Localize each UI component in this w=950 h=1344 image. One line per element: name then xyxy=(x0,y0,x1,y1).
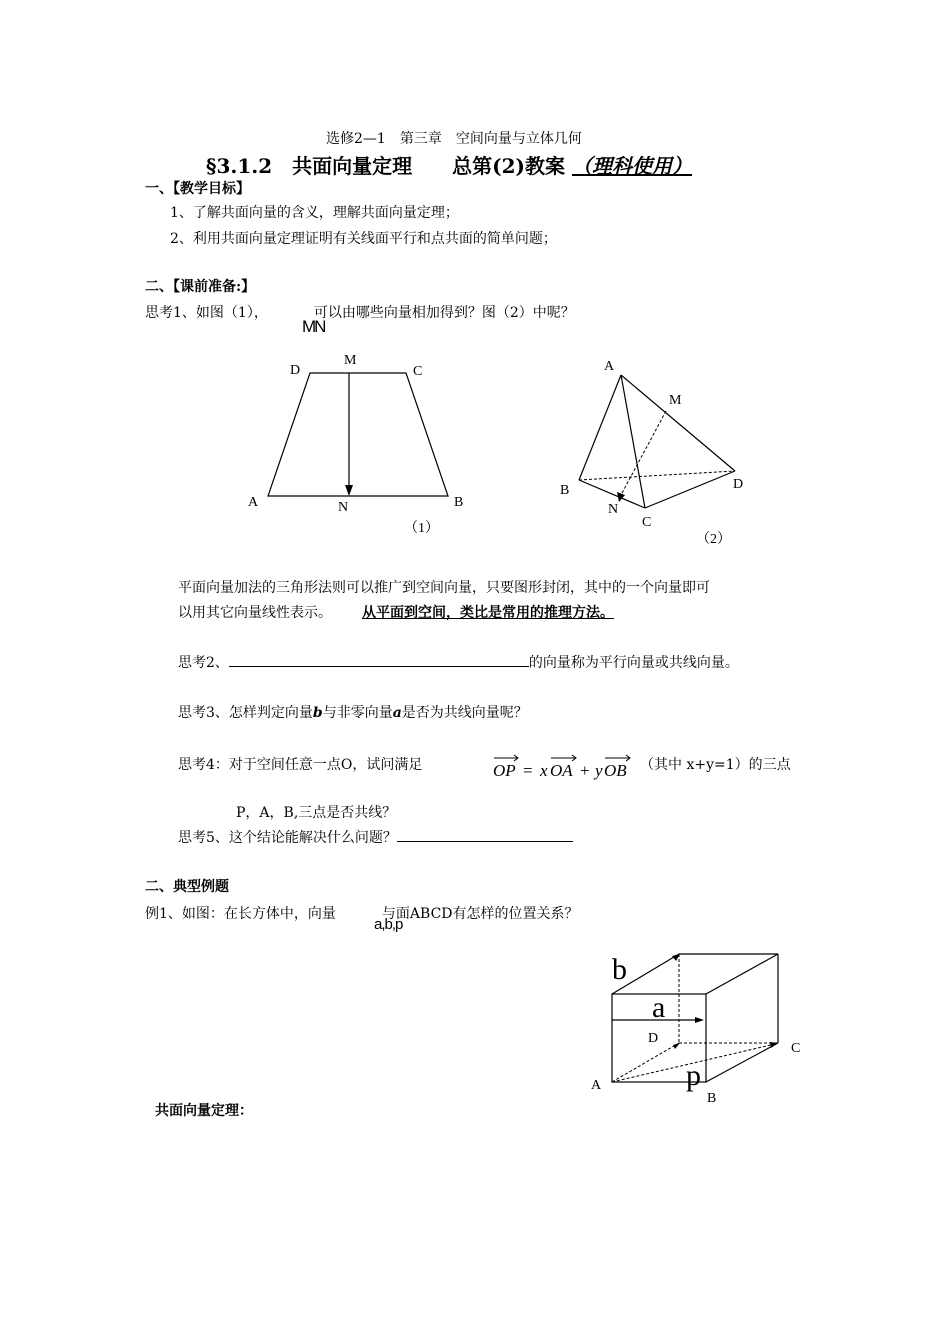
fig1-label-d: D xyxy=(290,363,301,378)
think2-text xyxy=(178,652,739,672)
edge-ad xyxy=(621,375,735,471)
example1-pre: 例1、如图：在长方体中，向量 xyxy=(145,906,336,922)
fig3-label-d: D xyxy=(648,1031,659,1046)
think1-post: 可以由哪些向量相加得到？图（2）中呢？ xyxy=(313,305,575,321)
vector-a-arrowhead xyxy=(695,1017,704,1023)
think4-pre: 思考4：对于空间任意一点O，试问满足 xyxy=(178,757,423,773)
formula-eq: = xyxy=(523,761,533,780)
formula-plus: + xyxy=(580,761,590,780)
page-title xyxy=(206,150,692,179)
think1-vector-mn: MN xyxy=(302,317,325,336)
edge-cd xyxy=(645,471,735,508)
figure-2-tetrahedron xyxy=(555,350,775,550)
fig1-label-b: B xyxy=(454,495,464,510)
analogy-paragraph-line2 xyxy=(178,602,614,622)
fig3-label-a: a xyxy=(652,991,666,1024)
trapezoid-outline xyxy=(268,373,448,496)
think3-vector-b: b xyxy=(312,705,323,721)
vector-mn-arrowhead xyxy=(345,485,353,496)
vector-p-arrowhead xyxy=(770,1042,778,1048)
page-title-text: §3.1.2 共面向量定理 总第(2)教案 xyxy=(206,154,565,178)
think3-vector-a: a xyxy=(392,705,402,721)
fig1-caption: （1） xyxy=(404,521,439,536)
think2-post: 的向量称为平行向量或共线向量。 xyxy=(528,655,739,671)
analogy-paragraph-plain: 以用其它向量线性表示。 xyxy=(178,605,332,621)
fig2-label-m: M xyxy=(669,393,682,408)
section-heading-goals: 一、【教学目标】 xyxy=(145,181,250,197)
formula-oa: OA xyxy=(550,761,573,780)
fig3-label-b-vertex: B xyxy=(707,1091,717,1106)
figure-3-cuboid xyxy=(580,945,810,1110)
think4-post: （其中 x+y=1）的三点 xyxy=(640,757,791,773)
think4-line2: P，A，B,三点是否共线？ xyxy=(236,805,397,821)
section-heading-prep: 二、【课前准备:】 xyxy=(145,279,256,295)
example1-post: 与面ABCD有怎样的位置关系？ xyxy=(381,906,579,922)
edge-top-right xyxy=(706,954,778,994)
think2-blank[interactable] xyxy=(229,654,529,667)
think3-text xyxy=(178,702,528,722)
think1-pre: 思考1、如图（1）， xyxy=(145,305,268,321)
coplanar-theorem-label: 共面向量定理： xyxy=(155,1103,253,1119)
fig1-label-c: C xyxy=(413,364,423,379)
section-heading-examples: 二、典型例题 xyxy=(145,879,229,895)
goal-item: 2、利用共面向量定理证明有关线面平行和点共面的简单问题； xyxy=(170,231,557,247)
formula-y: y xyxy=(595,761,603,780)
fig2-label-d: D xyxy=(733,477,744,492)
think5-question: 思考5、这个结论能解决什么问题？ xyxy=(178,830,397,846)
think3-e: 是否为共线向量呢？ xyxy=(401,705,528,721)
fig2-label-b: B xyxy=(560,483,570,498)
example1-text xyxy=(145,903,579,923)
formula-x: x xyxy=(540,761,548,780)
goal-item: 1、了解共面向量的含义，理解共面向量定理； xyxy=(170,205,459,221)
analogy-paragraph-line1: 平面向量加法的三角形法则可以推广到空间向量，只要图形封闭，其中的一个向量即可 xyxy=(178,580,710,596)
fig3-label-b: b xyxy=(612,953,627,986)
vector-mn-dashed xyxy=(621,411,666,495)
fig1-label-m: M xyxy=(344,353,357,368)
hidden-edge-ad xyxy=(612,1043,679,1082)
fig2-label-a: A xyxy=(604,359,615,374)
hidden-edge-arrowhead xyxy=(673,1043,680,1049)
fig1-label-a: A xyxy=(248,495,259,510)
think2-pre: 思考2、 xyxy=(178,655,229,671)
fig3-label-p: p xyxy=(686,1059,701,1092)
fig3-label-a-vertex: A xyxy=(591,1078,602,1093)
think5-text xyxy=(178,827,573,847)
fig2-label-n: N xyxy=(608,502,619,517)
edge-ab xyxy=(579,375,621,480)
think1-text xyxy=(145,302,575,322)
fig1-label-n: N xyxy=(338,500,349,515)
think3-c: 与非零向量 xyxy=(322,705,393,721)
edge-bottom-right xyxy=(706,1043,778,1082)
formula-ob: OB xyxy=(604,761,627,780)
formula-vector-arrows xyxy=(493,748,633,764)
edge-bd-hidden xyxy=(579,471,735,480)
fig3-label-c: C xyxy=(791,1041,801,1056)
example1-vectors: a,b,p xyxy=(374,916,403,933)
figure-1-trapezoid xyxy=(240,345,490,545)
think3-a: 思考3、怎样判定向量 xyxy=(178,705,313,721)
course-header: 选修2—1 第三章 空间向量与立体几何 xyxy=(326,131,582,147)
page-title-note: （理科使用） xyxy=(571,154,692,178)
fig2-arrowhead xyxy=(617,492,625,502)
fig2-label-c: C xyxy=(642,515,652,530)
formula-op: OP xyxy=(493,761,516,780)
think5-blank[interactable] xyxy=(397,829,573,842)
fig2-caption: （2） xyxy=(696,532,731,547)
analogy-emphasis: 从平面到空间，类比是常用的推理方法。 xyxy=(362,605,614,621)
